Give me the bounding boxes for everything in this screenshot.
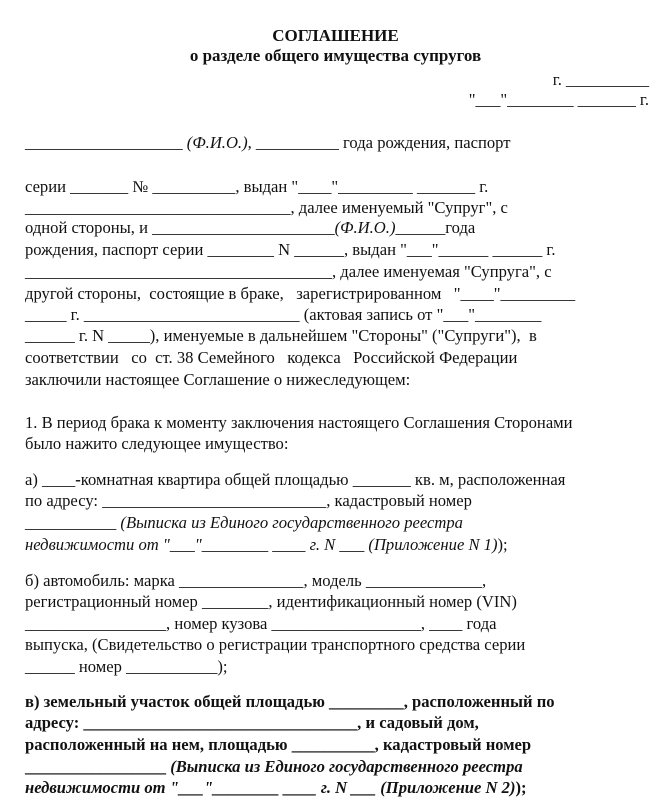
clause-1-line: было нажито следующее имущество: bbox=[25, 434, 289, 453]
para-parties-line: _____ г. __________________________ (актовая запись от "___"________ bbox=[25, 305, 542, 324]
doc-date: "___"________ _______ г. bbox=[468, 90, 649, 109]
item-c-line: расположенный на нем, площадью __________, кадастровый номер bbox=[25, 735, 532, 754]
item-c-line: _________________ (Выписка из Единого государственного реестра bbox=[25, 757, 523, 776]
item-b-line: ______ номер ___________); bbox=[25, 657, 228, 676]
doc-place: г. __________ bbox=[552, 70, 649, 89]
para-intro-line: ___________________ (Ф.И.О.), __________ года рождения, паспорт bbox=[25, 133, 511, 152]
item-b-line: б) автомобиль: марка _______________, модель ______________, bbox=[25, 571, 487, 590]
doc-title: СОГЛАШЕНИЕ bbox=[272, 26, 399, 45]
item-b-line: _________________, номер кузова __________________, ____ года bbox=[25, 614, 497, 633]
para-parties-line: ______ г. N _____), именуемые в дальнейшем "Стороны" ("Супруги"), в bbox=[25, 326, 537, 345]
para-parties-line: заключили настоящее Соглашение о нижеследующем: bbox=[25, 370, 411, 389]
fio-placeholder: (Ф.И.О.) bbox=[186, 133, 248, 152]
item-a-line: а) ____-комнатная квартира общей площадью _______ кв. м, расположенная bbox=[25, 470, 566, 489]
para-parties-line: серии _______ № __________, выдан "____"_________ _______ г. bbox=[25, 177, 489, 196]
clause-1-line: 1. В период брака к моменту заключения настоящего Соглашения Сторонами bbox=[25, 413, 573, 432]
para-parties-line: соответствии со ст. 38 Семейного кодекса Российской Федерации bbox=[25, 348, 518, 367]
item-a-line: недвижимости от "___"________ ____ г. N ___ (Приложение N 1)); bbox=[25, 535, 508, 554]
item-a-line: по адресу: ___________________________, кадастровый номер bbox=[25, 491, 472, 510]
para-parties-line: другой стороны, состоящие в браке, зарегистрированном "____"_________ bbox=[25, 284, 576, 303]
para-parties-line: _____________________________________, далее именуемая "Супруга", с bbox=[25, 262, 552, 281]
doc-subtitle: о разделе общего имущества супругов bbox=[189, 46, 482, 65]
para-parties-line: ________________________________, далее именуемый "Супруг", с bbox=[25, 198, 508, 217]
fio-placeholder: (Ф.И.О.) bbox=[334, 218, 396, 237]
item-b-line: выпуска, (Свидетельство о регистрации транспортного средства серии bbox=[25, 635, 526, 654]
item-c-line: недвижимости от "___"________ ____ г. N ___ (Приложение N 2)); bbox=[25, 778, 527, 797]
para-parties-line: одной стороны, и ______________________(Ф.И.О.)______года bbox=[25, 218, 476, 237]
item-c-line: в) земельный участок общей площадью _________, расположенный по bbox=[25, 692, 555, 711]
item-c-line: адресу: _________________________________, и садовый дом, bbox=[25, 713, 479, 732]
item-b-line: регистрационный номер ________, идентификационный номер (VIN) bbox=[25, 592, 517, 611]
item-a-line: ___________ (Выписка из Единого государственного реестра bbox=[25, 513, 463, 532]
para-parties-line: рождения, паспорт серии ________ N ______, выдан "___"______ ______ г. bbox=[25, 240, 556, 259]
